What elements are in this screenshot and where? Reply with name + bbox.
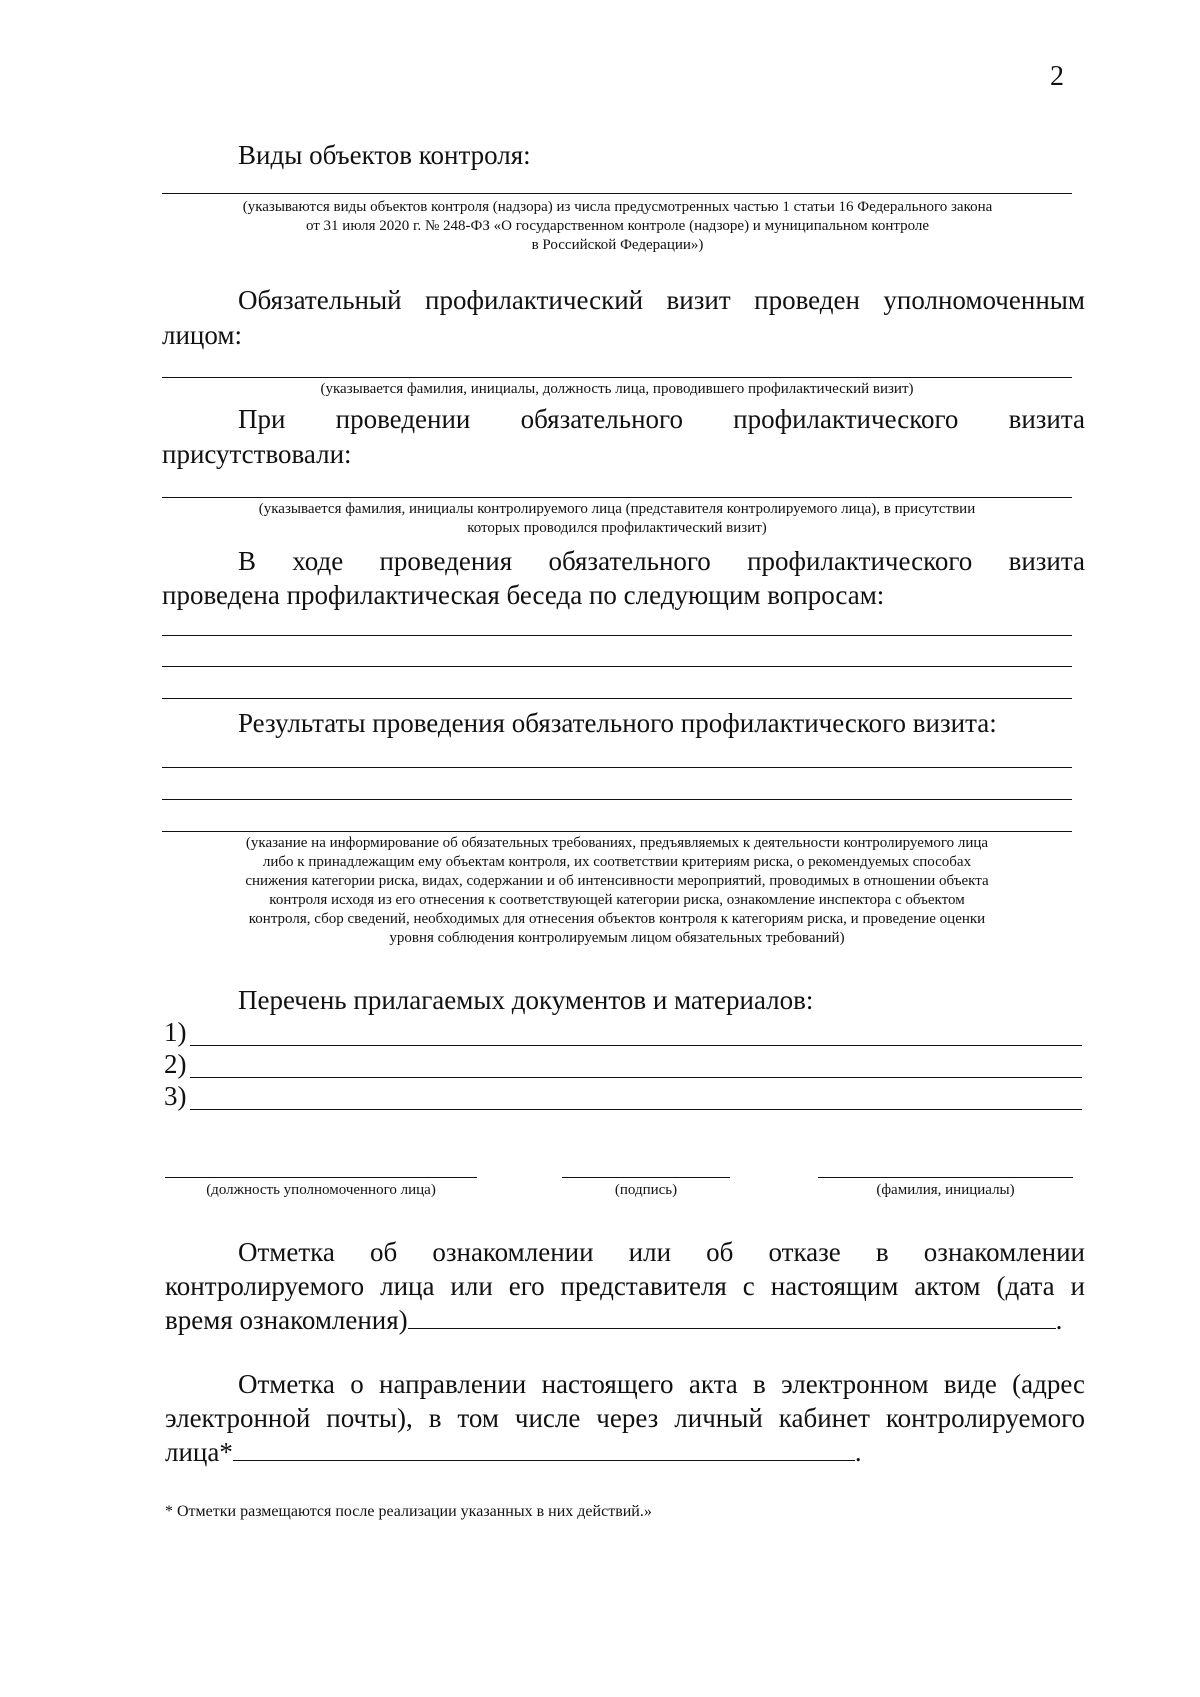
results-note [162,834,1072,948]
present-line2: присутствовали: [162,439,352,469]
ack-line3 [165,1303,1085,1337]
objects-note [150,198,1085,255]
objects-heading: Виды объектов контроля: [238,140,531,170]
signature-caption: (подпись) [614,1182,678,1198]
signature-line[interactable] [562,1177,730,1178]
talk-fill-line[interactable] [162,666,1072,667]
docs-item-1 [164,1015,187,1049]
docs-item-2 [164,1047,187,1081]
name-caption: (фамилия, инициалы) [876,1182,1015,1198]
results-fill-line[interactable] [162,831,1072,832]
position-sign-line[interactable] [165,1177,477,1178]
present-line1: При проведении обязательного профилактического визита [238,404,1085,434]
docs-item-number: 3) [164,1081,187,1111]
email-line3 [165,1435,1085,1469]
email-line3-text: лица* [165,1437,233,1467]
docs-item-number: 1) [164,1017,187,1047]
official-line2: лицом: [162,320,242,350]
results-note-line: уровня соблюдения контролируемым лицом обязательных требований) [389,930,845,946]
official-line1: Обязательный профилактический визит проведен уполномоченным [238,285,1085,315]
email-fill-line[interactable] [233,1436,855,1461]
objects-note-line: (указываются виды объектов контроля (надзора) из числа предусмотренных частью 1 статьи 16 Федерального закона [242,199,993,215]
results-note-line: контроля, сбор сведений, необходимых для отнесения объектов контроля к категориям риска, и проведение оценки [248,911,986,927]
docs-item-2-line[interactable] [190,1077,1082,1078]
results-note-line: снижения категории риска, видах, содержании и об интенсивности мероприятий, проводимых в отношении объекта [245,873,989,889]
ack-end-dot: . [1055,1305,1063,1335]
ack-fill-line[interactable] [408,1304,1056,1329]
objects-fill-line[interactable] [162,193,1072,194]
email-line1: Отметка о направлении настоящего акта в электронном виде (адрес [238,1369,1085,1399]
official-note: (указывается фамилия, инициалы, должность лица, проводившего профилактический визит) [320,381,914,397]
present-note [162,500,1072,538]
talk-line2: проведена профилактическая беседа по следующим вопросам: [162,580,885,610]
present-fill-line[interactable] [162,497,1072,498]
official-fill-line[interactable] [162,377,1072,378]
talk-fill-line[interactable] [162,635,1072,636]
present-note-line: (указывается фамилия, инициалы контролируемого лица (представителя контролируемого лица), в присутствии [258,501,976,517]
ack-line3-text: время ознакомления) [165,1305,408,1335]
results-fill-line[interactable] [162,799,1072,800]
talk-line1: В ходе проведения обязательного профилактического визита [238,546,1085,576]
docs-item-1-line[interactable] [190,1045,1082,1046]
docs-heading: Перечень прилагаемых документов и материалов: [238,985,814,1015]
talk-fill-line[interactable] [162,698,1072,699]
name-sign-line[interactable] [818,1177,1073,1178]
ack-line2: контролируемого лица или его представителя с настоящим актом (дата и [165,1271,1085,1301]
objects-note-line: в Российской Федерации») [531,237,704,253]
page-number: 2 [1050,61,1064,92]
ack-line1: Отметка об ознакомлении или об отказе в ознакомлении [238,1237,1085,1267]
email-line2: электронной почты), в том числе через личный кабинет контролируемого [165,1403,1085,1433]
docs-item-number: 2) [164,1049,187,1079]
email-end-dot: . [854,1437,862,1467]
results-fill-line[interactable] [162,767,1072,768]
results-note-line: (указание на информирование об обязательных требованиях, предъявляемых к деятельности контролируемого лица [245,835,989,851]
objects-note-line: от 31 июля 2020 г. № 248-ФЗ «О государственном контроле (надзоре) и муниципальном контроле [305,218,930,234]
footnote: * Отметки размещаются после реализации указанных в них действий.» [165,1503,652,1520]
results-note-line: либо к принадлежащим ему объектам контроля, их соответствии критериям риска, о рекомендуемых способах [262,854,972,870]
position-caption: (должность уполномоченного лица) [206,1182,436,1198]
docs-item-3-line[interactable] [190,1109,1082,1110]
results-heading: Результаты проведения обязательного профилактического визита: [238,708,997,738]
results-note-line: контроля исходя из его отнесения к соответствующей категории риска, ознакомление инспектора с объектом [269,892,965,908]
docs-item-3 [164,1079,187,1113]
present-note-line: которых проводился профилактический визит) [467,520,767,536]
